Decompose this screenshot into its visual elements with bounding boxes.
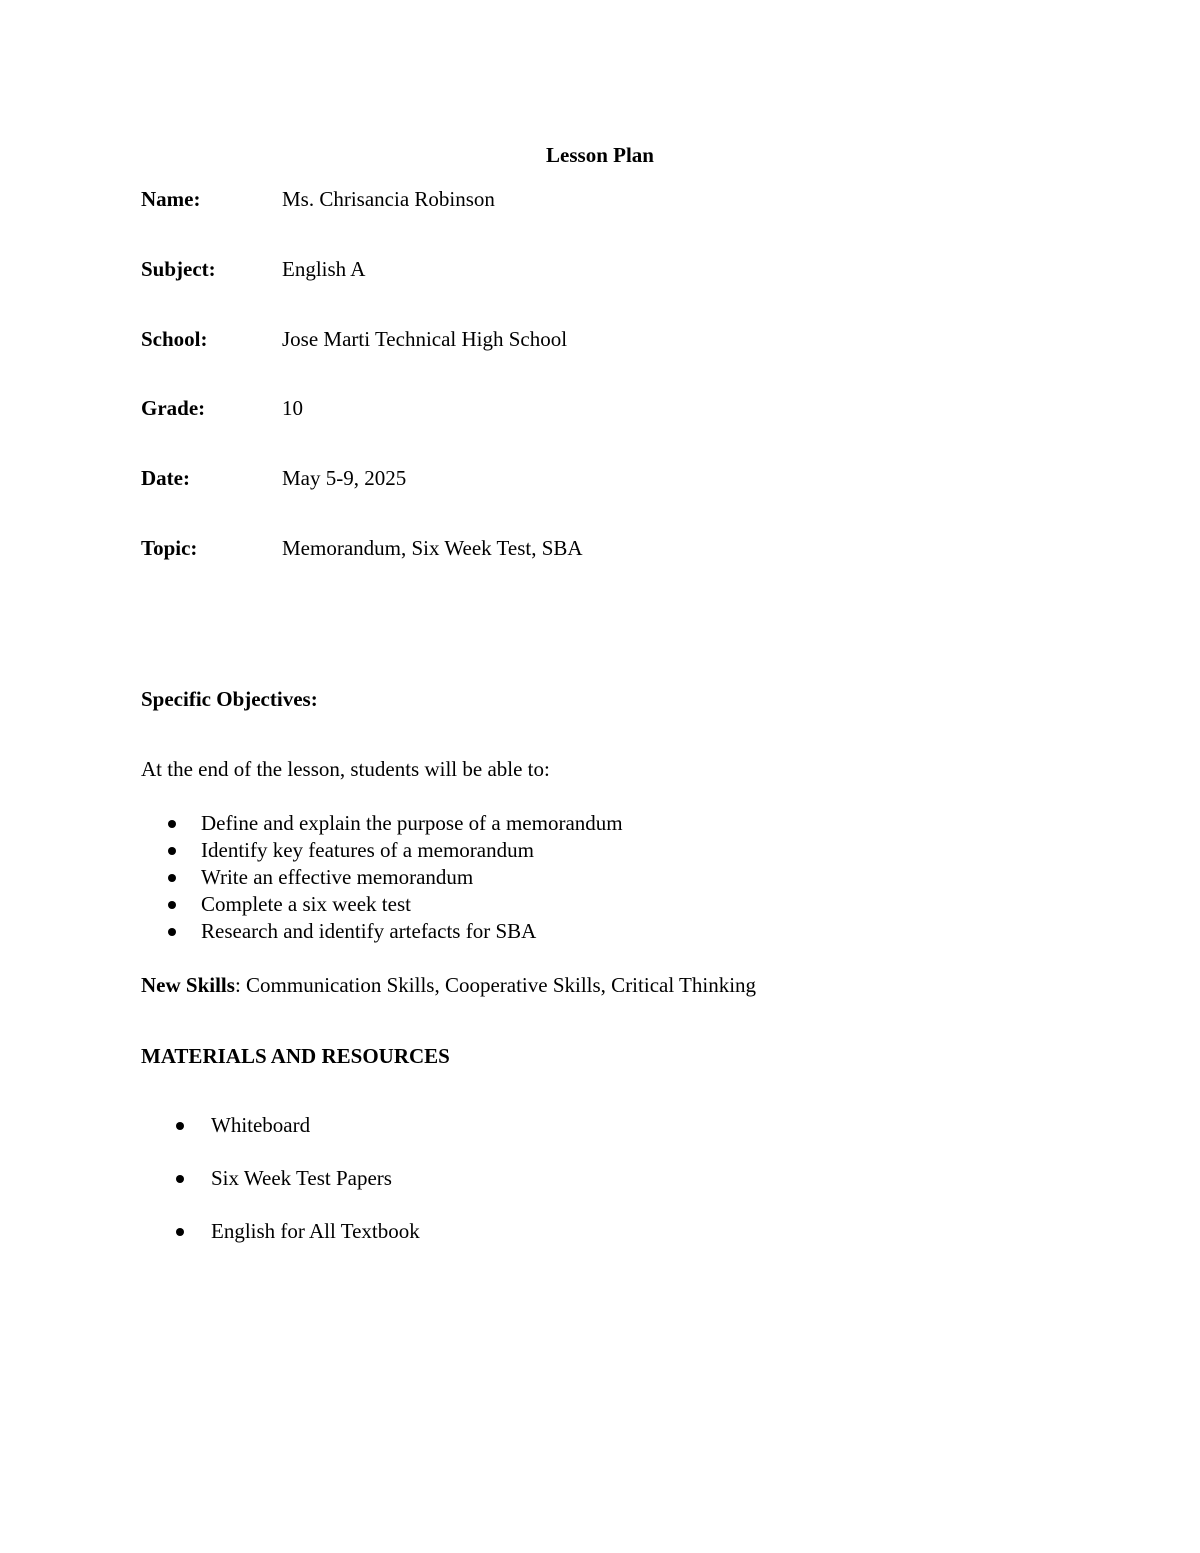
info-row-date: [141, 468, 941, 492]
info-label: Subject:: [141, 257, 216, 281]
objectives-intro: At the end of the lesson, students will be able to:: [141, 757, 550, 781]
list-item-text: English for All Textbook: [211, 1219, 420, 1243]
info-value: 10: [282, 396, 303, 420]
info-value: May 5-9, 2025: [282, 466, 407, 490]
bullet-icon: [176, 1122, 184, 1130]
new-skills-label: New Skills: [141, 973, 235, 997]
bullet-icon: [168, 901, 176, 909]
list-item-text: Write an effective memorandum: [201, 865, 474, 889]
list-item-text: Identify key features of a memorandum: [201, 838, 534, 862]
info-label: Grade:: [141, 396, 206, 420]
info-value: Memorandum, Six Week Test, SBA: [282, 536, 583, 560]
list-item-text: Define and explain the purpose of a memorandum: [201, 811, 623, 835]
bullet-icon: [176, 1228, 184, 1236]
list-item-text: Complete a six week test: [201, 892, 411, 916]
list-item-text: Six Week Test Papers: [211, 1166, 392, 1190]
info-label: Date:: [141, 466, 190, 490]
document-title: Lesson Plan: [546, 143, 654, 167]
bullet-icon: [168, 928, 176, 936]
bullet-icon: [168, 847, 176, 855]
list-item-text: Research and identify artefacts for SBA: [201, 919, 537, 943]
bullet-icon: [168, 820, 176, 828]
objectives-heading: Specific Objectives:: [141, 687, 318, 711]
info-row-school: [141, 329, 941, 353]
info-value: English A: [282, 257, 366, 281]
info-value: Ms. Chrisancia Robinson: [282, 187, 495, 211]
new-skills-text: : Communication Skills, Cooperative Skills, Critical Thinking: [234, 973, 757, 997]
info-row-topic: [141, 538, 941, 562]
info-label: School:: [141, 327, 208, 351]
info-label: Topic:: [141, 536, 198, 560]
info-row-name: [141, 189, 941, 213]
materials-heading: MATERIALS AND RESOURCES: [141, 1044, 450, 1068]
bullet-icon: [168, 874, 176, 882]
info-row-grade: [141, 398, 941, 422]
info-value: Jose Marti Technical High School: [282, 327, 568, 351]
info-row-subject: [141, 259, 941, 283]
info-label: Name:: [141, 187, 201, 211]
new-skills: [141, 975, 756, 996]
bullet-icon: [176, 1175, 184, 1183]
list-item-text: Whiteboard: [211, 1113, 311, 1137]
